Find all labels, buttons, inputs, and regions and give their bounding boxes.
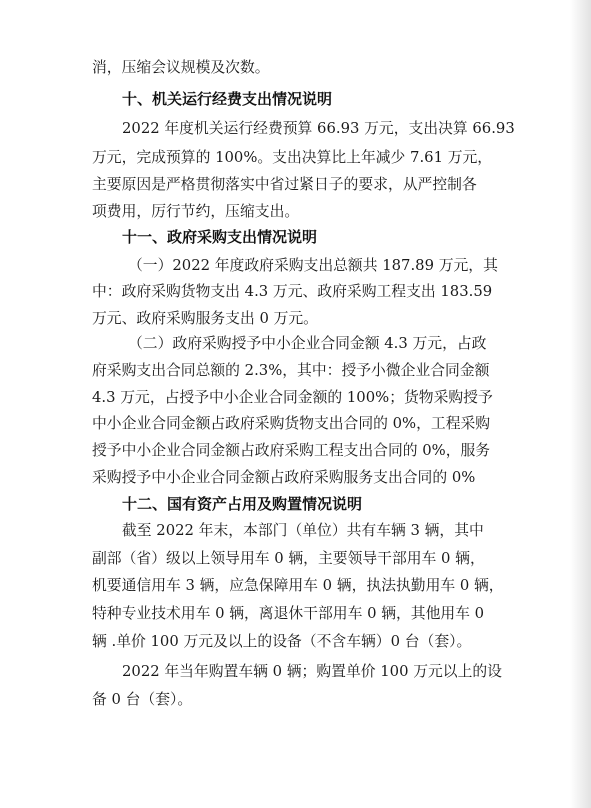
section-heading: 十、机关运行经费支出情况说明: [122, 90, 333, 108]
text-line: 采购授予中小企业合同金额占政府采购服务支出合同的 0%: [92, 469, 476, 486]
text-line: 备 0 台（套）。: [92, 691, 193, 708]
text-line: （二）政府采购授予中小企业合同金额 4.3 万元，占政: [128, 335, 487, 352]
text-line: 4.3 万元，占授予中小企业合同金额的 100%；货物采购授予: [92, 389, 493, 406]
text-line: 授予中小企业合同金额占政府采购工程支出合同的 0%，服务: [92, 442, 491, 459]
text-line: 项费用，厉行节约，压缩支出。: [92, 203, 300, 220]
text-line: 机要通信用车 3 辆，应急保障用车 0 辆，执法执勤用车 0 辆，: [92, 577, 504, 594]
text-line: 万元、政府采购服务支出 0 万元。: [92, 310, 318, 327]
text-line: 府采购支出合同总额的 2.3%，其中：授予小微企业合同金额: [92, 362, 490, 379]
text-line: 中小企业合同金额占政府采购货物支出合同的 0%，工程采购: [92, 415, 491, 432]
section-heading: 十一、政府采购支出情况说明: [122, 228, 318, 246]
text-line: 消，压缩会议规模及次数。: [92, 59, 270, 76]
text-line: 辆 .单价 100 万元及以上的设备（不含车辆）0 台（套）。: [92, 633, 472, 650]
text-line: （一）2022 年度政府采购支出总额共 187.89 万元，其: [128, 257, 498, 274]
text-line: 主要原因是严格贯彻落实中省过紧日子的要求，从严控制各: [92, 176, 477, 193]
text-line: 万元，完成预算的 100%。支出决算比上年减少 7.61 万元，: [92, 149, 493, 166]
text-line: 2022 年当年购置车辆 0 辆；购置单价 100 万元以上的设: [122, 663, 502, 680]
text-line: 截至 2022 年末，本部门（单位）共有车辆 3 辆，其中: [122, 522, 484, 539]
text-line: 特种专业技术用车 0 辆，离退休干部用车 0 辆，其他用车 0: [92, 605, 485, 622]
page-fold-shadow: [570, 0, 591, 808]
text-line: 2022 年度机关运行经费预算 66.93 万元，支出决算 66.93: [122, 120, 515, 137]
section-heading: 十二、国有资产占用及购置情况说明: [122, 495, 363, 513]
text-line: 中：政府采购货物支出 4.3 万元、政府采购工程支出 183.59: [92, 283, 493, 300]
text-line: 副部（省）级以上领导用车 0 辆，主要领导干部用车 0 辆，: [92, 550, 485, 567]
